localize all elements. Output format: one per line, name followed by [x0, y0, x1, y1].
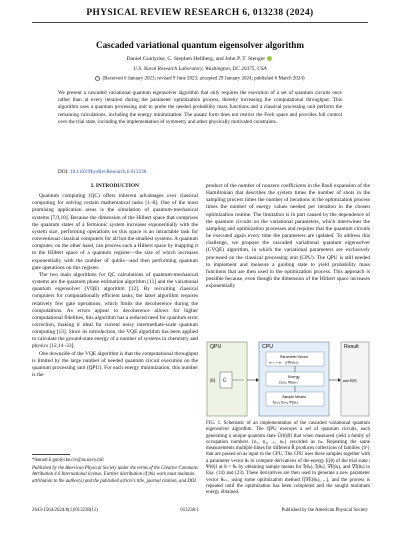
figure-caption: FIG. 1. Schematic of an implementation of the cascaded variational quantum eigensolver algorithm. The QPU executes a set of quantum circuits, each generating a unique quantum state Û(θ)|0⟩ that when measured yield a family of occupation numbers {n₁, n₂, ..., nₙ} recorded as nₖ. Repeating the same measurements multiple times for different Ř produces collections of families {nᵏ} that are passed on as input to the CPU. The CPU uses these samples together with a parameter vector θₖ to compute derivatives of the energy E(θ) of the trial state |Ψ(θ)⟩ at θ = θₖ by obtaining sample means for Ī(θₖ), Ī(θₖ), ∇Ī(θₖ), and ∇Ī(θₖ) in Eqs. (14) and (23). These derivatives are then used to generate a new parameter vector θₖ₊₁ using some optimization method f[∇E(θₖ), ...], and the process is repeated until the optimization has been completed and the sought minimum energy obtained. [206, 421, 370, 496]
right-column [206, 183, 370, 290]
paragraph: Quantum computing (QC) offers inherent advantages over classical computing for solving certain mathematical tasks [1–8]. One of the most promising application areas is the simulation of quantum-mechanical systems [7,9,10]. Because the dimension of the Hilbert space that comprises the quantum states of a fermionic system increases exponentially with the system size, performing operations on this space is an intractable task for conventional classical computers for all but the smallest systems. A quantum computer, on the other hand, can process such a Hilbert space by mapping it to the Hilbert space of a quantum register—the size of which increases exponentially with the number of qubits—and then performing quantum gate operations on this register. [32, 193, 198, 271]
section-heading: I. INTRODUCTION [91, 183, 139, 189]
abstract: We present a cascaded variational quantum eigensolver algorithm that only requires the execution of a set of quantum circuits once rather than at every iteration during the parameter optimization process, thereby increasing the computational throughput. This algorithm uses a quantum processing unit to probe the needed probability mass functions and a classical processing unit perform the remaining calculations, including the energy minimization. The ansatz form does not restrict the Fock space and provides full control over the trial state, including the implementation of symmetry and other physically motivated constraints. [58, 90, 342, 125]
affiliation: U.S. Naval Research Laboratory, Washington, DC 20375, USA [133, 66, 267, 72]
dates-text: (Received 6 January 2023; revised 9 June 2023; accepted 29 January 2024; published 6 March 2024) [102, 76, 305, 82]
authors-text: Daniel Gunlycke, C. Stephen Hellberg, and John P. T. Stenger [126, 56, 266, 62]
energy-eq: E(θₖ), ∇E(θₖ) [279, 380, 298, 385]
publication-dates [0, 76, 400, 82]
footnotes [32, 458, 198, 487]
footer-issn: 2643-1564/2024/6(1)/013238(11) [32, 508, 98, 513]
cpu-label: CPU [262, 344, 273, 350]
license-footnote: Published by the American Physical Society under the terms of the Creative Commons Attribution 4.0 International license. Further distribution of this work must maintain attribution to the author(s) and the published article's title, journal citation, and DOI. [32, 466, 198, 484]
energy-title: Energy [288, 375, 300, 379]
initial-state: |0⟩ [210, 379, 216, 384]
param-update-eq: θₖ₊₁ = θₖ − f[∇E(θₖ)] [269, 360, 299, 365]
figure-1-schematic [206, 336, 370, 418]
header-rule [32, 22, 368, 23]
arrow-head [338, 378, 341, 382]
author-line [0, 56, 400, 62]
result-label: Result [344, 344, 359, 350]
paragraph: The two main algorithms for QC calculations of quantum-mechanical systems are the quantum phase estimation algorithm [11] and the variational quantum eigensolver (VQE) algorithm [12]. By recruiting classical computers for computationally efficient tasks, the latter algorithm requires relatively few gate operations, which limits the decoherence during the computations. As errors appear to decoherence allows for higher computational fidelities, this algorithm has a reduced need for quantum error correction, making it ideal for current noisy intermediate-scale quantum computing [13]. Since its introduction, the VQE algorithm has been applied to calculate the ground-state energy of a number of systems in chemistry and physics [12,14–33]. [32, 271, 198, 350]
footnote-rule [32, 454, 70, 455]
footer-publisher: Published by the American Physical Society [281, 508, 368, 513]
qpu-label: QPU [210, 344, 222, 350]
result-eq: min E(θ) [343, 379, 357, 383]
doi-label: DOI: [58, 169, 69, 175]
doi-link[interactable]: 10.1103/PhysRevResearch.6.013238 [69, 169, 147, 175]
left-column [32, 183, 198, 379]
sample-means-title: Sample Means [282, 395, 306, 399]
param-vector-title: Parameter Vector [280, 355, 308, 359]
page-number: 013238-1 [180, 508, 200, 513]
check-updates-icon[interactable] [95, 76, 100, 81]
journal-header: PHYSICAL REVIEW RESEARCH 6, 013238 (2024) [86, 8, 314, 18]
orcid-icon[interactable] [267, 56, 272, 61]
paragraph: One downside of the VQE algorithm is that the computational throughput is limited by the large number of needed quantum circuit execution on the quantum processing unit (QPU). For each energy minimization, this number is the [32, 350, 198, 379]
paragraph: product of the number of nonzero coefficients in the Pauli expansion of the Hamiltonian that describes the system times the number of shots in the sampling process times the number of iterations in the optimization process times the number of energy values needed per iteration in the chosen optimization routine. The limitation is in part caused by the dependence of the quantum circuits on the variational parameters, which intertwines the sampling and optimization processes and requires that the quantum circuits be executed again every time the parameters are updated. To address this challenge, we propose the cascaded variational quantum eigensolver (CVQE) algorithm, in which the variational parameters are exclusively processed on the classical processing unit (CPU). The QPU is still needed to implement and measure a guiding state to yield probability mass functions that are then used in the optimization process. This approach is possible because, even though the dimension of the Hilbert space increases exponentially [206, 183, 370, 290]
means-eq: Ī(θₖ), Ī(θₖ), ∇Ī(θₖ) [273, 400, 299, 405]
email-footnote[interactable]: *lennart.k.gunlycke.civ@us.navy.mil [32, 458, 104, 463]
arrow-head [256, 378, 259, 382]
paper-title: Cascaded variational quantum eigensolver algorithm [95, 40, 305, 50]
page-footer [32, 508, 368, 513]
unitary-label: Û [223, 379, 227, 384]
doi-line [58, 169, 146, 175]
